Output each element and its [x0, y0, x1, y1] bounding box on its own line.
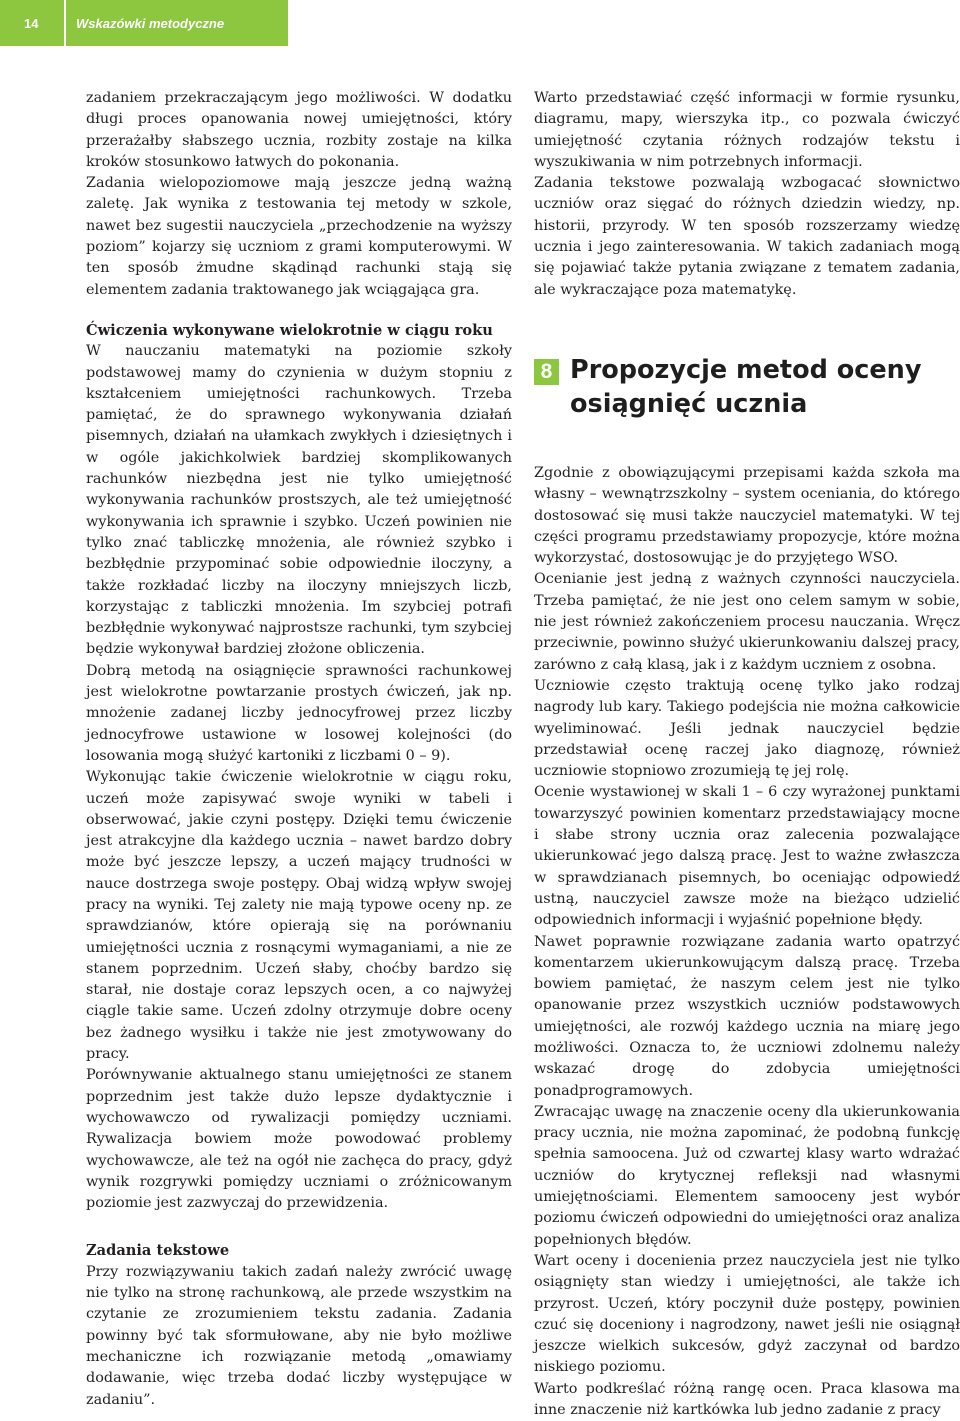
paragraph: Ocenianie jest jedną z ważnych czynności nauczyciela. Trzeba pamiętać, że nie jest ono celem samym w sobie, nie jest również zakończeniem procesu nauczania. Wręcz przeciwnie, powinno służyć ukierunkowaniu dalszej pracy, zarówno z całą klasą, jak i z każdym uczniem z osobna.	[534, 571, 960, 673]
paragraph: Uczniowie często traktują ocenę tylko jako rodzaj nagrody lub kary. Takiego podejścia nie można całkowicie wyeliminować. Jeśli jednak nauczyciel będzie przedstawiał ocenę raczej jako diagnozę, również uczniowie stopniowo zrozumieją tę jej rolę.	[534, 677, 960, 780]
spacer	[86, 301, 512, 320]
paragraph: Wart oceny i docenienia przez nauczyciela jest nie tylko osiągnięty stan wiedzy i umiejętności, ale także ich przyrost. Uczeń, który poczynił duże postępy, powinien czuć się doceniony i nagrodzony, nawet jeśli nie osiągnął jeszcze wielkich sukcesów, gdyż zaczynał od bardzo niskiego poziomu.	[534, 1252, 960, 1376]
subheading-exercises: Ćwiczenia wykonywane wielokrotnie w ciągu roku	[86, 321, 493, 339]
running-title: Wskazówki metodyczne	[76, 15, 225, 31]
running-header	[0, 0, 288, 46]
paragraph: Przy rozwiązywaniu takich zadań należy zwrócić uwagę nie tylko na stronę rachunkową, ale przede wszystkim na czytanie ze zrozumieniem tekstu zadania. Zadania powinny być tak sformułowane, aby nie było możliwe mechaniczne ich rozwiązanie metodą „omawiamy dodawanie, więc trzeba dodać liczby występujące w zadaniu”.	[86, 1263, 512, 1408]
paragraph: Wykonując takie ćwiczenie wielokrotnie w ciągu roku, uczeń może zapisywać swoje wyniki w tabeli i obserwować, jakie czyni postępy. Dzięki temu ćwiczenie jest atrakcyjne dla każdego ucznia – nawet bardzo dobry może być jeszcze lepszy, a uczeń mający trudności w nauce dostrzega swoje postępy. Obaj widzą wpływ swojej pracy na wyniki. Tej zalety nie mają typowe oceny np. ze sprawdzianów, które opierają się na porównaniu umiejętności ucznia z rosnącymi wymaganiami, a nie ze stanem poprzednim. Uczeń słaby, choćby bardzo się starał, nie dostaje coraz lepszych ocen, a co najwyżej ciągle takie same. Uczeń zdolny otrzymuje dobre oceny bez żadnego wysiłku i także nie jest zmotywowany do pracy.	[86, 769, 512, 1063]
paragraph: Zadania wielopoziomowe mają jeszcze jedną ważną zaletę. Jak wynika z testowania tej metody w szkole, nawet bez sugestii nauczyciela „przechodzenie na wyższy poziom” kojarzy się uczniom z grami komputerowymi. W ten sposób żmudne skądinąd rachunki stają się elementem zadania traktowanego jak wciągająca gra.	[86, 175, 512, 298]
paragraph: Zadania tekstowe pozwalają wzbogacać słownictwo uczniów oraz sięgać do różnych dziedzin wiedzy, np. historii, przyrody. W ten sposób rozszerzamy wiedzę ucznia i jego zainteresowania. W takich zadaniach mogą się pojawiać także pytania związane z tematem zadania, ale wykraczające poza matematykę.	[534, 175, 960, 298]
paragraph: Nawet poprawnie rozwiązane zadania warto opatrzyć komentarzem ukierunkowującym dalszą pracę. Trzeba bowiem pamiętać, że naszym celem jest nie tylko opanowanie przez wszystkich uczniów podstawowych umiejętności, ale rozwój każdego ucznia na miarę jego możliwości. Oznacza to, że uczniowi zdolnemu należy wskazać drogę do zdobycia umiejętności ponadprogramowych.	[534, 933, 960, 1099]
paragraph: Zwracając uwagę na znaczenie oceny dla ukierunkowania pracy ucznia, nie można zapominać, że podobną funkcję spełnia samoocena. Już od czwartej klasy warto wdrażać uczniów do krytycznej refleksji nad własnymi umiejętnościami. Elementem samooceny jest wybór poziomu ćwiczeń odpowiedni do umiejętności oraz analiza popełnionych błędów.	[534, 1103, 960, 1248]
paragraph: Warto przedstawiać część informacji w formie rysunku, diagramu, mapy, wierszyka itp., co pozwala ćwiczyć umiejętność czytania różnych rodzajów tekstu i wyszukiwania w nim potrzebnych informacji.	[534, 90, 960, 170]
paragraph: Porównywanie aktualnego stanu umiejętności ze stanem poprzednim jest także dużo lepsze dydaktycznie i wychowawczo od rywalizacji pomiędzy uczniami. Rywalizacja bowiem może powodować problemy wychowawcze, ale też na ogół nie zachęca do pracy, gdyż wynik rozgrywki pomiędzy uczniami o zróżnicowanym poziomie jest zazwyczaj do przewidzenia.	[86, 1067, 512, 1212]
spacer	[86, 1214, 512, 1240]
paragraph: Ocenie wystawionej w skali 1 – 6 czy wyrażonej punktami towarzyszyć powinien komentarz przedstawiający mocne i słabe strony ucznia oraz zalecenia pozwalające ukierunkować jego dalszą pracę. Jest to ważne zwłaszcza w sprawdzianach pisemnych, bo oceniając odpowiedź ustną, nauczyciel zawsze może na bieżąco udzielić odpowiednich informacji i wyjaśnić popełnione błędy.	[534, 784, 960, 929]
paragraph: zadaniem przekraczającym jego możliwości. W dodatku długi proces opanowania nowej umiejętności, który przerażałby słabszego ucznia, rozbity zostaje na kilka kroków stosunkowo łatwych do pokonania.	[86, 90, 512, 170]
section-number-badge: 8	[534, 359, 559, 385]
page-number: 14	[24, 15, 39, 31]
paragraph: Zgodnie z obowiązującymi przepisami każda szkoła ma własny – wewnątrzszkolny – system oceniania, do którego dostosować się musi także nauczyciel matematyki. W tej części programu przedstawiamy propozycje, które można wykorzystać, dostosowując je do przyjętego WSO.	[534, 464, 960, 567]
section-title: Propozycje metod oceny osiągnięć ucznia	[570, 354, 922, 419]
left-column	[86, 88, 512, 1411]
right-column	[534, 88, 960, 1421]
paragraph: Dobrą metodą na osiągnięcie sprawności rachunkowej jest wielokrotne powtarzanie prostych ćwiczeń, jak np. mnożenie zadanej liczby jednocyfrowej przez liczby jednocyfrowe ustawione w losowej kolejności (do losowania mogą służyć kartoniki z liczbami 0 – 9).	[86, 662, 512, 764]
paragraph: W nauczaniu matematyki na poziomie szkoły podstawowej mamy do czynienia w dużym stopniu z kształceniem umiejętności rachunkowych. Trzeba pamiętać, że do sprawnego wykonywania działań pisemnych, działań na ułamkach zwykłych i dziesiętnych i w ogóle jakichkolwiek bardziej skomplikowanych rachunków niezbędna jest nie tylko umiejętność wykonywania rachunków prostszych, ale też umiejętność wykonywania ich sprawnie i szybko. Uczeń powinien nie tylko znać tabliczkę mnożenia, ale również szybko i bezbłędnie przypominać sobie odpowiednie iloczyny, a także rozkładać liczby na iloczyny mniejszych liczb, korzystając z tabliczki mnożenia. Im szybciej potrafi bezbłędnie wykonywać najprostsze rachunki, tym szybciej będzie wykonywał bardziej złożone obliczenia.	[86, 343, 512, 658]
subheading-word-problems: Zadania tekstowe	[86, 1242, 230, 1260]
paragraph: Warto podkreślać różną rangę ocen. Praca klasowa ma inne znaczenie niż kartkówka lub jedno zadanie z pracy	[534, 1380, 960, 1419]
section-heading	[534, 353, 960, 421]
